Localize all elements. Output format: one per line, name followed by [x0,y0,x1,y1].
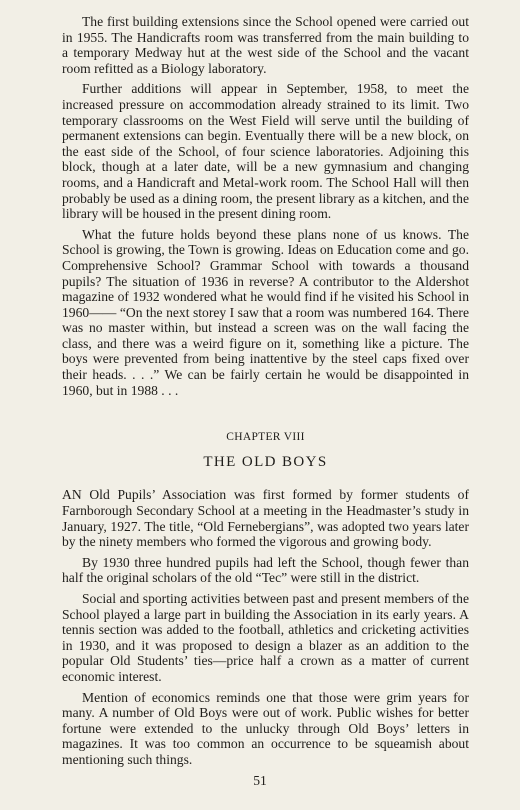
body-paragraph: AN Old Pupils’ Association was first formed by former students of Farnborough Secondary School at a meeting in the Headmaster’s study in January, 1927. The title, “Old Fernebergians”, was adopted two years later by the ninety members who formed the vigorous and growing body. [62,487,469,550]
body-paragraph: Further additions will appear in September, 1958, to meet the increased pressure on accommodation already strained to its limit. Two temporary classrooms on the West Field will serve until the building of permanent extensions can begin. Eventually there will be a new block, on the east side of the School, of four science laboratories. Adjoining this block, though at a later date, will be a new gymnasium and changing rooms, and a Handicraft and Metal-work room. The School Hall will then probably be used as a dining room, the present library as a kitchen, and the library will be housed in the present dining room. [62,81,469,222]
chapter-label: CHAPTER VIII [226,431,305,444]
body-paragraph: The first building extensions since the School opened were carried out in 1955. The Handicrafts room was transferred from the main building to a temporary Medway hut at the west side of the School and the vacant room refitted as a Biology laboratory. [62,14,469,76]
chapter-title: THE OLD BOYS [203,453,328,470]
body-paragraph: Social and sporting activities between past and present members of the School played a large part in building the Association in its early years. A tennis section was added to the football, athletics and cricketing activities in 1930, and it was proposed to design a blazer as an addition to the popular Old Students’ ties—price half a crown as a matter of current economic interest. [62,591,469,684]
page-number: 51 [253,773,267,788]
body-paragraph: Mention of economics reminds one that those were grim years for many. A number of Old Boys were out of work. Public wishes for better fortune were extended to the unlucky through Old Boys’ letters in magazines. It was too common an occurrence to be squeamish about mentioning such things. [62,689,469,767]
body-paragraph: By 1930 three hundred pupils had left the School, though fewer than half the original scholars of the old “Tec” were still in the district. [62,554,469,586]
body-paragraph: What the future holds beyond these plans none of us knows. The School is growing, the Town is growing. Ideas on Education come and go. Comprehensive School? Grammar School with towards a thousand pupils? The situation of 1936 in reverse? A contributor to the Aldershot magazine of 1932 wondered what he would find if he visited his School in 1960—— “On the next storey I saw that a room was numbered 164. There was no master within, but instead a screen was on the wall facing the class, and there was a weird figure on it, something like a picture. The boys were prevented from being inattentive by the steel caps fixed over their heads. . . .” We can be fairly certain he would be disappointed in 1960, but in 1988 . . . [62,226,469,398]
